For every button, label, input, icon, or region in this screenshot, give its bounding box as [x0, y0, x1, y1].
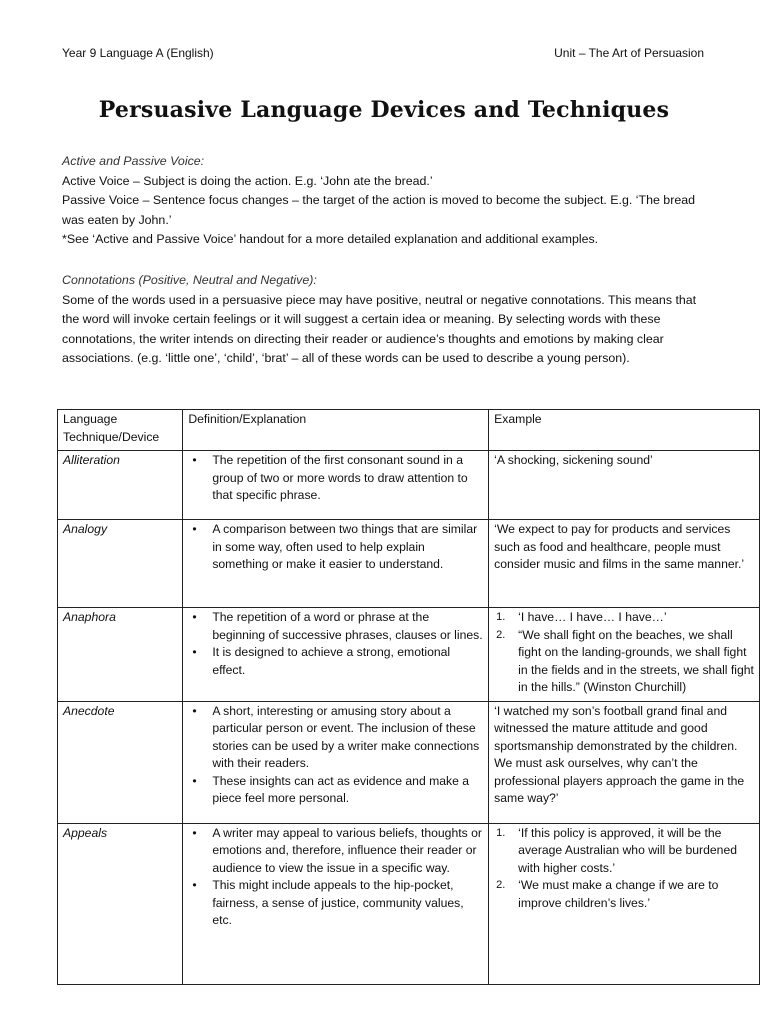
connotations-body: Some of the words used in a persuasive piece may have positive, neutral or negative connotations. This means that the word will invoke certain feelings or it will suggest a certain idea or meaning. By selecting words with these connotations, the writer intends on directing their reader or audience’s thoughts and emotions by making clear associations. (e.g. ‘little one’, ‘child’, ‘brat’ – all of these words can be used to describe a young person). — [62, 292, 697, 365]
definition-item: • It is designed to achieve a strong, emotional effect. — [212, 644, 483, 679]
active-passive-section — [62, 152, 712, 250]
definition-item: • A comparison between two things that are similar in some way, often used to help explain something or make it easier to understand. — [212, 521, 483, 574]
example-cell — [489, 823, 760, 984]
example-item: 2. “We shall fight on the beaches, we shall fight on the landing-grounds, we shall fight in the fields and in the streets, we shall fight in the hills.” (Winston Churchill) — [496, 627, 754, 694]
devices-table — [57, 409, 760, 985]
definition-cell — [183, 701, 489, 823]
header-right: Unit – The Art of Persuasion — [554, 46, 704, 60]
definition-cell — [183, 520, 489, 608]
device-name: Anecdote — [58, 701, 183, 823]
example-item: 1. ‘If this policy is approved, it will be the average Australian who will be burdened with higher costs.’ — [496, 825, 738, 875]
definition-item: • A short, interesting or amusing story about a particular person or event. The inclusion of these stories can be used by a writer make connections with their readers. — [212, 703, 483, 773]
example-item: 2. ‘We must make a change if we are to improve children’s lives.’ — [496, 878, 719, 910]
device-name: Analogy — [58, 520, 183, 608]
active-voice-text: Active Voice – Subject is doing the action. E.g. ‘John ate the bread.’ — [62, 173, 433, 188]
device-name: Anaphora — [58, 608, 183, 702]
connotations-section — [62, 271, 712, 369]
example-cell: ‘A shocking, sickening sound’ — [489, 451, 760, 520]
device-name: Alliteration — [58, 451, 183, 520]
example-cell: ‘I watched my son’s football grand final and witnessed the mature attitude and good sportsmanship demonstrated by the children. We must ask ourselves, why can’t the professional players approach the game in the same way?’ — [489, 701, 760, 823]
definition-item: • A writer may appeal to various beliefs, thoughts or emotions and, therefore, influence their reader or audience to view the issue in a specific way. — [212, 825, 483, 878]
col-header-example: Example — [489, 410, 760, 451]
table-row — [58, 608, 760, 702]
connotations-heading: Connotations (Positive, Neutral and Negative): — [62, 273, 317, 287]
definition-item: • The repetition of the first consonant sound in a group of two or more words to draw attention to that specific phrase. — [212, 452, 483, 505]
col-header-device: Language Technique/Device — [58, 410, 183, 451]
definition-item: • This might include appeals to the hip-pocket, fairness, a sense of justice, community values, etc. — [212, 877, 483, 930]
table-row — [58, 823, 760, 984]
definition-item: • The repetition of a word or phrase at the beginning of successive phrases, clauses or lines. — [212, 609, 483, 644]
table-row — [58, 520, 760, 608]
handout-note: *See ‘Active and Passive Voice’ handout for a more detailed explanation and additional examples. — [62, 232, 599, 246]
device-name: Appeals — [58, 823, 183, 984]
col-header-definition: Definition/Explanation — [183, 410, 489, 451]
example-cell — [489, 608, 760, 702]
definition-cell — [183, 823, 489, 984]
definition-cell — [183, 451, 489, 520]
active-passive-heading: Active and Passive Voice: — [62, 154, 205, 168]
page-title: Persuasive Language Devices and Techniques — [98, 97, 670, 123]
definition-cell — [183, 608, 489, 702]
table-row — [58, 451, 760, 520]
example-item: 1. ‘I have… I have… I have…’ — [496, 610, 667, 624]
table-row — [58, 701, 760, 823]
passive-voice-text: Passive Voice – Sentence focus changes – the target of the action is moved to become the subject. E.g. ‘The bread was eaten by John.’ — [62, 193, 695, 227]
example-cell: ‘We expect to pay for products and services such as food and healthcare, people must consider music and films in the same manner.’ — [489, 520, 760, 608]
header-left: Year 9 Language A (English) — [62, 46, 214, 60]
table-header-row — [58, 410, 760, 451]
definition-item: • These insights can act as evidence and make a piece feel more personal. — [212, 773, 483, 808]
